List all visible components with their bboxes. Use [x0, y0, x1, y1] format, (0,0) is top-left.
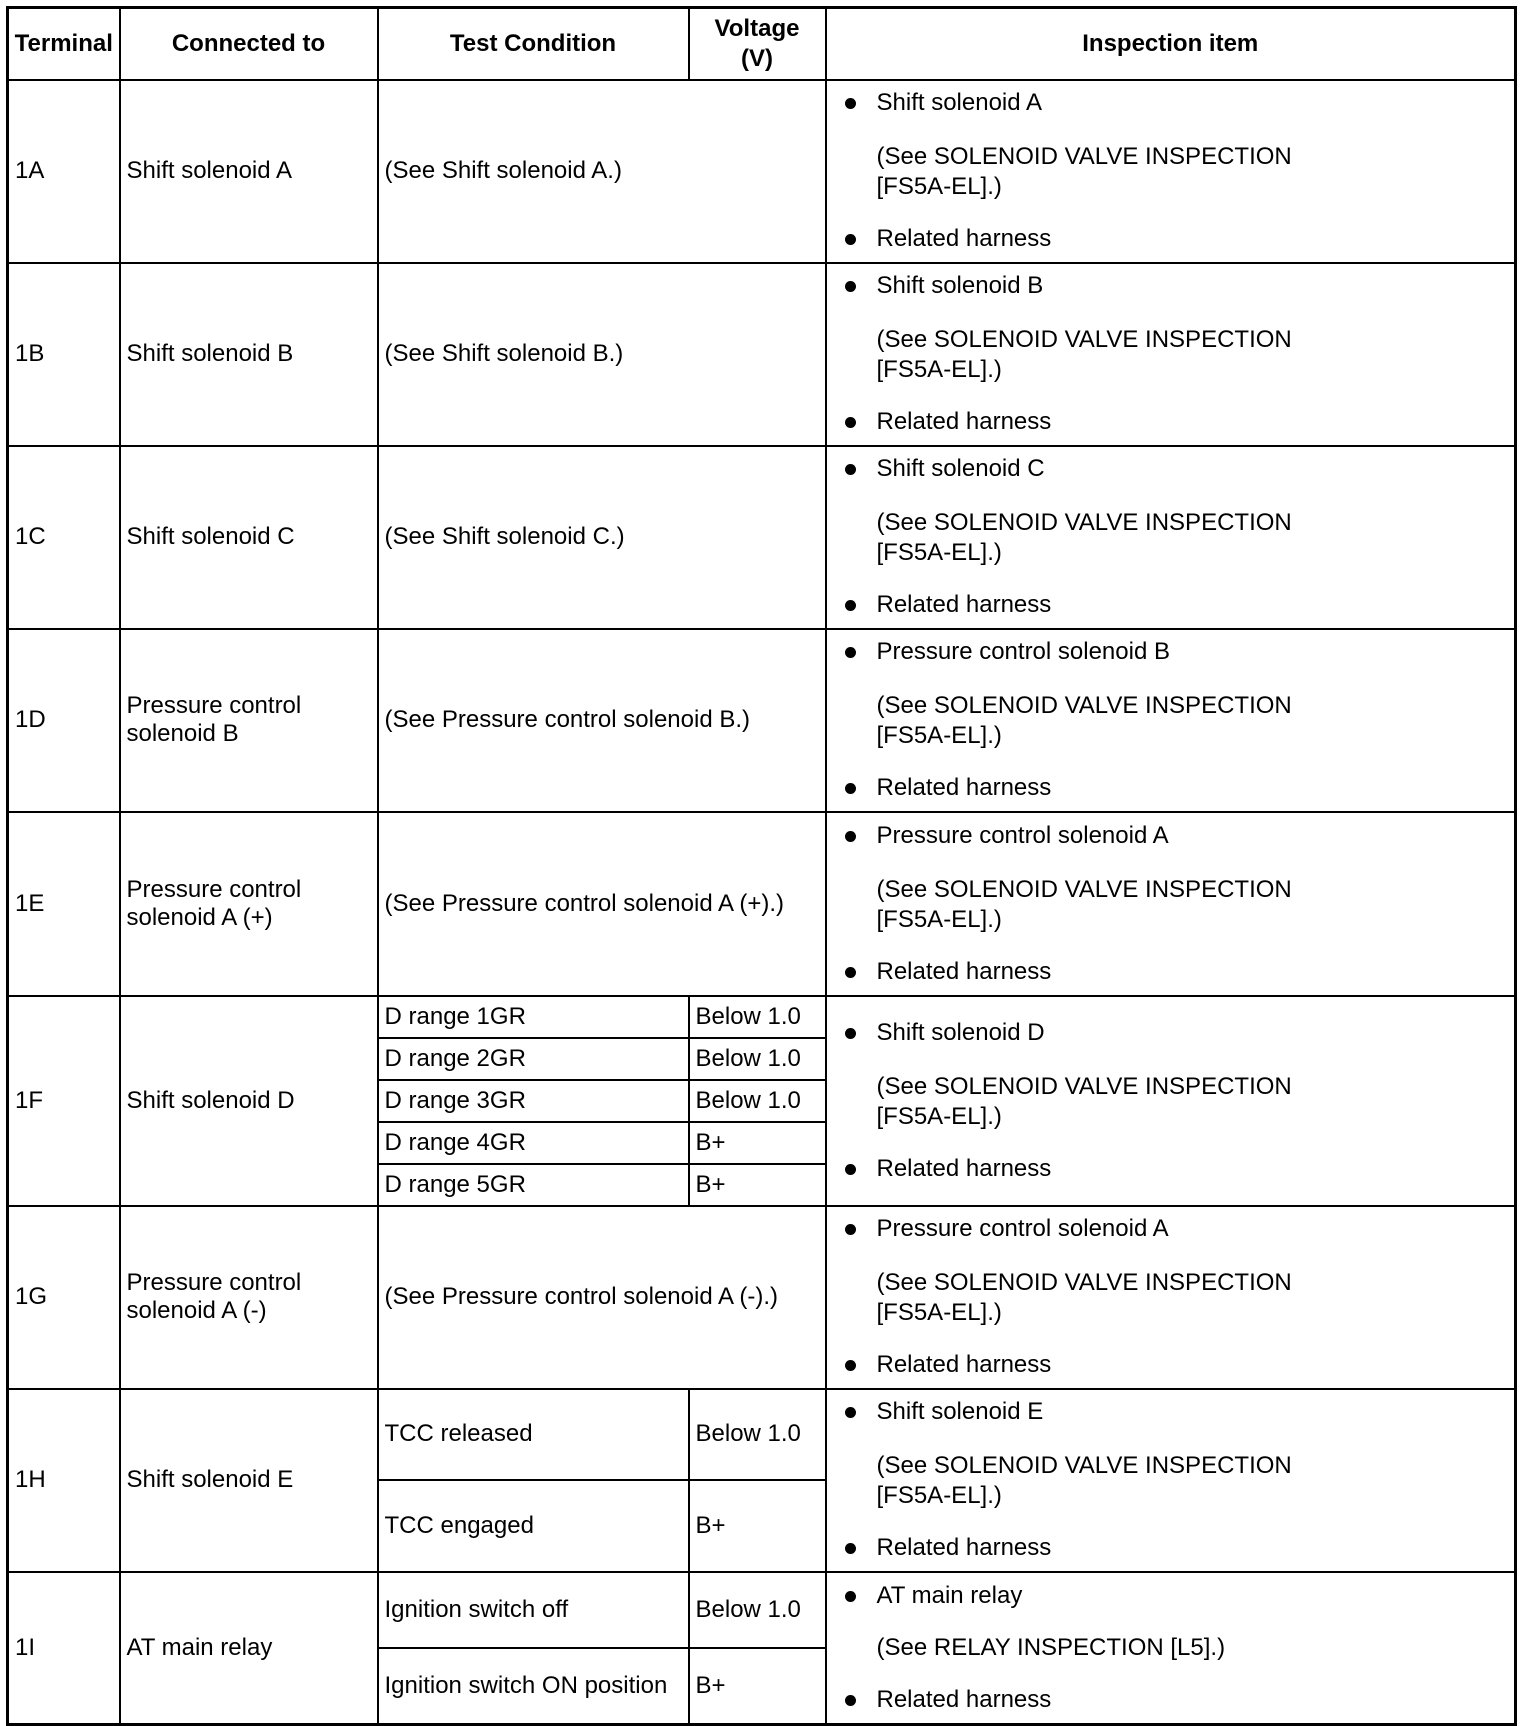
test-condition-cell: D range 3GR — [378, 1080, 689, 1122]
inspection-item-cell — [826, 812, 1516, 996]
test-condition-cell: D range 1GR — [378, 996, 689, 1038]
voltage-cell: Below 1.0 — [689, 1080, 826, 1122]
voltage-cell: Below 1.0 — [689, 996, 826, 1038]
related-harness: Related harness — [877, 773, 1509, 803]
inspection-item-cell — [826, 1206, 1516, 1389]
inspection-item-name: Pressure control solenoid B — [877, 637, 1509, 667]
connected-to-cell — [120, 1206, 378, 1389]
inspection-item-name: Shift solenoid A — [877, 88, 1509, 118]
inspection-reference: (See SOLENOID VALVE INSPECTION — [876, 326, 1292, 353]
related-harness: Related harness — [877, 407, 1509, 437]
inspection-item-name: Shift solenoid D — [877, 1018, 1509, 1048]
connected-to-cell: Shift solenoid A — [120, 80, 378, 263]
connected-to-cell: Shift solenoid D — [120, 996, 378, 1206]
inspection-item-name: Shift solenoid C — [877, 454, 1509, 484]
inspection-reference: (See SOLENOID VALVE INSPECTION — [876, 692, 1292, 719]
inspection-reference-code: [FS5A-EL].) — [876, 905, 1002, 933]
terminal-cell: 1H — [8, 1389, 120, 1572]
header-row — [8, 8, 1516, 80]
terminal-inspection-table — [6, 6, 1517, 1726]
connected-to-line: Pressure control — [126, 875, 302, 903]
inspection-reference: (See RELAY INSPECTION [L5].) — [876, 1633, 1226, 1661]
connected-to-line: Pressure control — [126, 1269, 302, 1296]
voltage-cell: B+ — [689, 1122, 826, 1164]
voltage-cell: B+ — [689, 1648, 826, 1725]
connected-to-line: solenoid A (-) — [126, 1297, 267, 1324]
inspection-reference: (See SOLENOID VALVE INSPECTION — [876, 1269, 1292, 1296]
inspection-item-name: Pressure control solenoid A — [877, 1214, 1509, 1244]
test-condition-cell: (See Pressure control solenoid B.) — [378, 629, 826, 812]
test-condition-cell: Ignition switch off — [378, 1572, 689, 1648]
test-condition-cell: (See Pressure control solenoid A (-).) — [378, 1206, 826, 1389]
connected-to-cell: Shift solenoid E — [120, 1389, 378, 1572]
inspection-item-cell — [826, 629, 1516, 812]
voltage-cell: Below 1.0 — [689, 1389, 826, 1480]
test-condition-cell: (See Pressure control solenoid A (+).) — [378, 812, 826, 996]
inspection-item-name: Shift solenoid B — [877, 271, 1509, 301]
test-condition-cell: D range 5GR — [378, 1164, 689, 1206]
test-condition-cell: D range 4GR — [378, 1122, 689, 1164]
voltage-cell: B+ — [689, 1480, 826, 1572]
related-harness: Related harness — [877, 224, 1509, 254]
terminal-cell: 1C — [8, 446, 120, 629]
inspection-reference: (See SOLENOID VALVE INSPECTION — [876, 509, 1292, 536]
table-row — [8, 996, 1516, 1038]
terminal-cell: 1D — [8, 629, 120, 812]
inspection-reference-code: [FS5A-EL].) — [876, 1102, 1002, 1130]
inspection-reference-code: [FS5A-EL].) — [876, 1482, 1002, 1509]
header-terminal: Terminal — [8, 8, 120, 80]
test-condition-cell: D range 2GR — [378, 1038, 689, 1080]
header-test-condition: Test Condition — [378, 8, 689, 80]
header-voltage: Voltage (V) — [689, 8, 826, 80]
inspection-item-cell — [826, 80, 1516, 263]
inspection-item-cell — [826, 996, 1516, 1206]
table-row — [8, 1572, 1516, 1648]
related-harness: Related harness — [877, 590, 1509, 620]
inspection-item-cell — [826, 1572, 1516, 1725]
header-connected-to: Connected to — [120, 8, 378, 80]
connected-to-cell: Shift solenoid B — [120, 263, 378, 446]
voltage-cell: Below 1.0 — [689, 1572, 826, 1648]
inspection-item-cell — [826, 263, 1516, 446]
terminal-cell: 1B — [8, 263, 120, 446]
table-row — [8, 1389, 1516, 1480]
connected-to-line: solenoid A (+) — [126, 903, 273, 931]
inspection-reference: (See SOLENOID VALVE INSPECTION — [876, 1452, 1292, 1479]
inspection-item-cell — [826, 446, 1516, 629]
test-condition-cell: TCC engaged — [378, 1480, 689, 1572]
inspection-reference-code: [FS5A-EL].) — [876, 173, 1002, 200]
related-harness: Related harness — [877, 1533, 1509, 1563]
connected-to-cell: AT main relay — [120, 1572, 378, 1725]
terminal-cell: 1E — [8, 812, 120, 996]
inspection-item-name: Shift solenoid E — [877, 1397, 1509, 1427]
voltage-cell: B+ — [689, 1164, 826, 1206]
test-condition-cell: Ignition switch ON position — [378, 1648, 689, 1725]
header-inspection-item: Inspection item — [826, 8, 1516, 80]
inspection-reference-code: [FS5A-EL].) — [876, 722, 1002, 749]
inspection-reference: (See SOLENOID VALVE INSPECTION — [876, 143, 1292, 170]
voltage-cell: Below 1.0 — [689, 1038, 826, 1080]
test-condition-cell: TCC released — [378, 1389, 689, 1480]
test-condition-cell: (See Shift solenoid A.) — [378, 80, 826, 263]
related-harness: Related harness — [877, 957, 1509, 987]
connected-to-cell — [120, 812, 378, 996]
table-row — [8, 629, 1516, 812]
related-harness: Related harness — [877, 1685, 1509, 1715]
connected-to-line: Pressure control — [126, 692, 302, 719]
inspection-item-name: Pressure control solenoid A — [877, 821, 1509, 851]
table-row — [8, 812, 1516, 996]
terminal-cell: 1F — [8, 996, 120, 1206]
inspection-reference-code: [FS5A-EL].) — [876, 1299, 1002, 1326]
table-row — [8, 263, 1516, 446]
inspection-reference: (See SOLENOID VALVE INSPECTION — [876, 1072, 1292, 1100]
inspection-item-name: AT main relay — [877, 1581, 1509, 1611]
test-condition-cell: (See Shift solenoid C.) — [378, 446, 826, 629]
table-row — [8, 80, 1516, 263]
inspection-reference-code: [FS5A-EL].) — [876, 539, 1002, 566]
inspection-reference: (See SOLENOID VALVE INSPECTION — [876, 875, 1292, 903]
connected-to-cell: Shift solenoid C — [120, 446, 378, 629]
related-harness: Related harness — [877, 1154, 1509, 1184]
table-row — [8, 1206, 1516, 1389]
terminal-cell: 1G — [8, 1206, 120, 1389]
table-row — [8, 446, 1516, 629]
inspection-reference-code: [FS5A-EL].) — [876, 356, 1002, 383]
connected-to-cell — [120, 629, 378, 812]
related-harness: Related harness — [877, 1350, 1509, 1380]
connected-to-line: solenoid B — [126, 720, 239, 747]
terminal-cell: 1A — [8, 80, 120, 263]
terminal-cell: 1I — [8, 1572, 120, 1725]
inspection-item-cell — [826, 1389, 1516, 1572]
test-condition-cell: (See Shift solenoid B.) — [378, 263, 826, 446]
